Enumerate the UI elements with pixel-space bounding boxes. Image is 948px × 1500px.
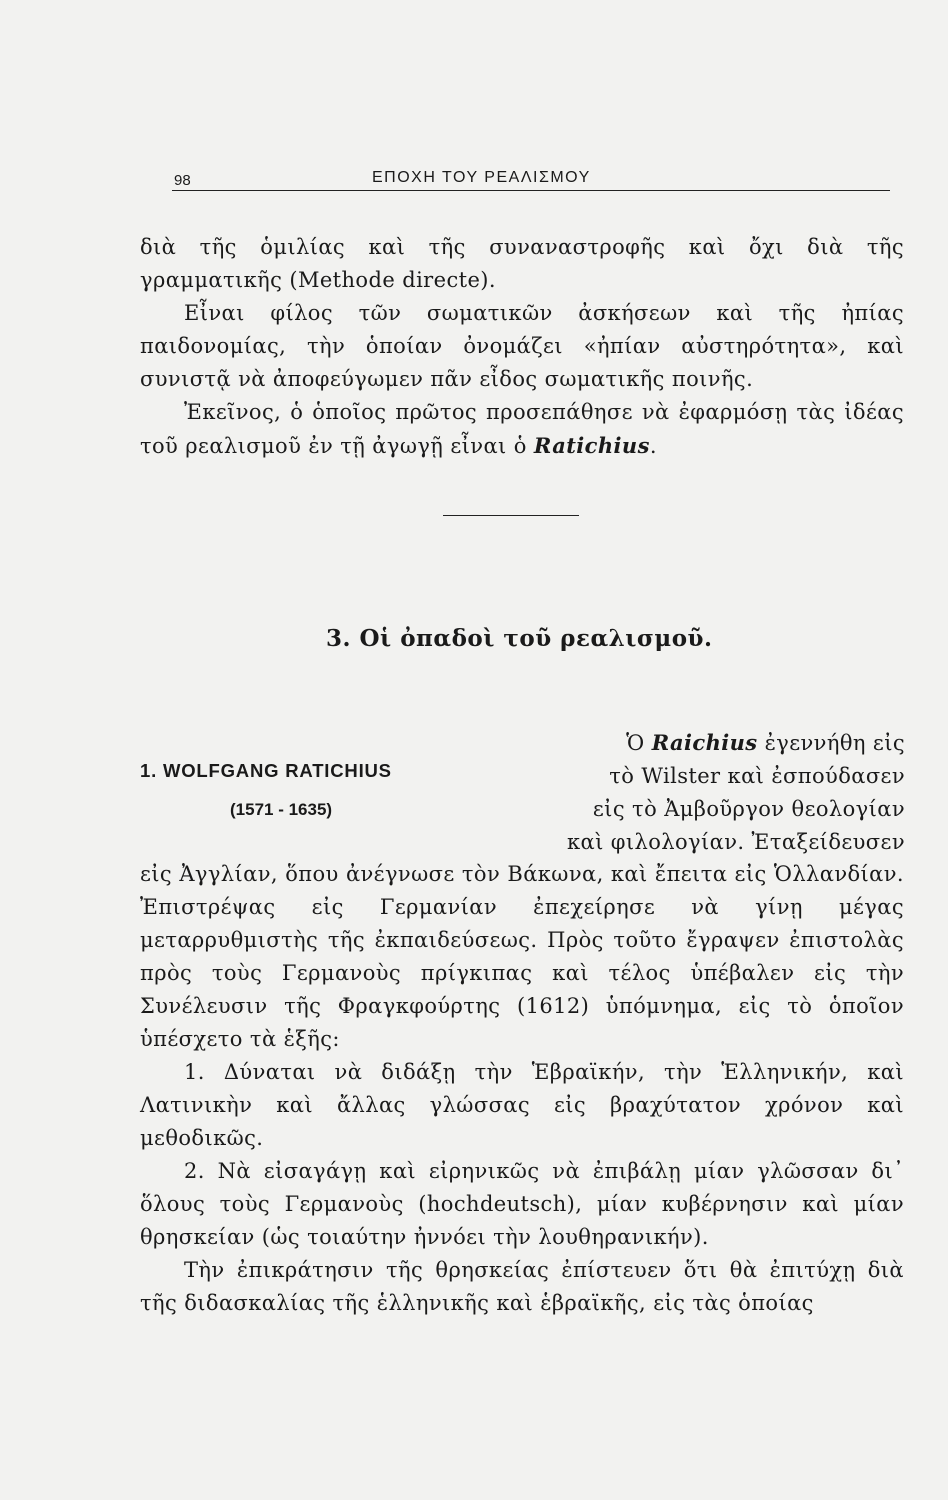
ratichius-name: Ratichius — [533, 433, 650, 458]
section-separator — [443, 515, 579, 516]
bio-column-text — [553, 726, 905, 859]
section-title: 3. Οἱ ὀπαδοὶ τοῦ ρεαλισμοῦ. — [326, 625, 713, 652]
bio-line1-end: ἐγεννήθη εἰς — [757, 731, 905, 755]
paragraph-first-realist-text: Ἐκεῖνος, ὁ ὁποῖος πρῶτος προσεπάθησε νὰ ἐφαρμόσῃ τὰς ἰδέας τοῦ ρεαλισμοῦ ἐν τῇ ἀγωγῇ εἶναι ὁ — [140, 400, 904, 458]
paragraph-first-realist — [140, 396, 904, 463]
top-text-block — [140, 231, 904, 463]
body-text-block — [140, 858, 904, 1320]
bio-name: 1. WOLFGANG RATICHIUS — [140, 760, 392, 781]
bio-heading — [140, 760, 510, 820]
bio-column-line: εἰς τὸ Ἀμβοῦργον θεολογίαν — [592, 797, 905, 821]
paragraph-religion: Τὴν ἐπικράτησιν τῆς θρησκείας ἐπίστευεν ὅτι θὰ ἐπιτύχῃ διὰ τῆς διδασκαλίας τῆς ἑλληνικῆς καὶ ἑβραϊκῆς, εἰς τὰς ὁποίας — [140, 1258, 904, 1315]
bio-column-line: τὸ Wilster καὶ ἐσπούδασεν — [609, 764, 905, 788]
paragraph-biography: εἰς Ἀγγλίαν, ὅπου ἀνέγνωσε τὸν Βάκωνα, καὶ ἔπειτα εἰς Ὁλλανδίαν. Ἐπιστρέψας εἰς Γερμανίαν ἐπεχείρησε νὰ γίνῃ μέγας μεταρρυθμιστὴς τῆς ἐκπαιδεύσεως. Πρὸς τοῦτο ἔγραψεν ἐπιστολὰς πρὸς τοὺς Γερμανοὺς πρίγκιπας καὶ τέλος ὑπέβαλεν εἰς τὴν Συνέλευσιν τῆς Φραγκφούρτης (1612) ὑπόμνημα, εἰς τὸ ὁποῖον ὑπέσχετο τὰ ἑξῆς: — [140, 862, 904, 1051]
bio-column-line — [553, 726, 905, 760]
paragraph-first-realist-end: . — [649, 434, 657, 458]
paragraph-point-1: 1. Δύναται νὰ διδάξῃ τὴν Ἑβραϊκήν, τὴν Ἑλληνικήν, καὶ Λατινικὴν καὶ ἄλλας γλώσσας εἰς βραχύτατον χρόνον καὶ μεθοδικῶς. — [140, 1060, 904, 1150]
raichius-name: Raichius — [651, 730, 758, 755]
paragraph-point-2: 2. Νὰ εἰσαγάγῃ καὶ εἰρηνικῶς νὰ ἐπιβάλῃ μίαν γλῶσσαν δι᾽ ὅλους τοὺς Γερμανοὺς (hochdeutsch), μίαν κυβέρνησιν καὶ μίαν θρησκείαν (ὡς τοιαύτην ἠννόει τὴν λουθηρανικήν). — [140, 1159, 904, 1249]
paragraph-methode: διὰ τῆς ὁμιλίας καὶ τῆς συναναστροφῆς καὶ ὄχι διὰ τῆς γραμματικῆς (Methode directe). — [140, 235, 904, 292]
page-number: 98 — [174, 172, 191, 189]
page-header — [172, 168, 890, 191]
running-title: ΕΠΟΧΗ ΤΟΥ ΡΕΑΛΙΣΜΟΥ — [372, 169, 591, 186]
paragraph-gymnastics: Εἶναι φίλος τῶν σωματικῶν ἀσκήσεων καὶ τῆς ἠπίας παιδονομίας, τὴν ὁποίαν ὀνομάζει «ἠπίαν αὐστηρότητα», καὶ συνιστᾷ νὰ ἀποφεύγωμεν πᾶν εἶδος σωματικῆς ποινῆς. — [140, 301, 904, 391]
bio-column-line: καὶ φιλολογίαν. Ἐταξείδευσεν — [566, 830, 905, 854]
bio-years: (1571 - 1635) — [230, 800, 333, 819]
bio-line1-start: Ὁ — [626, 731, 652, 755]
